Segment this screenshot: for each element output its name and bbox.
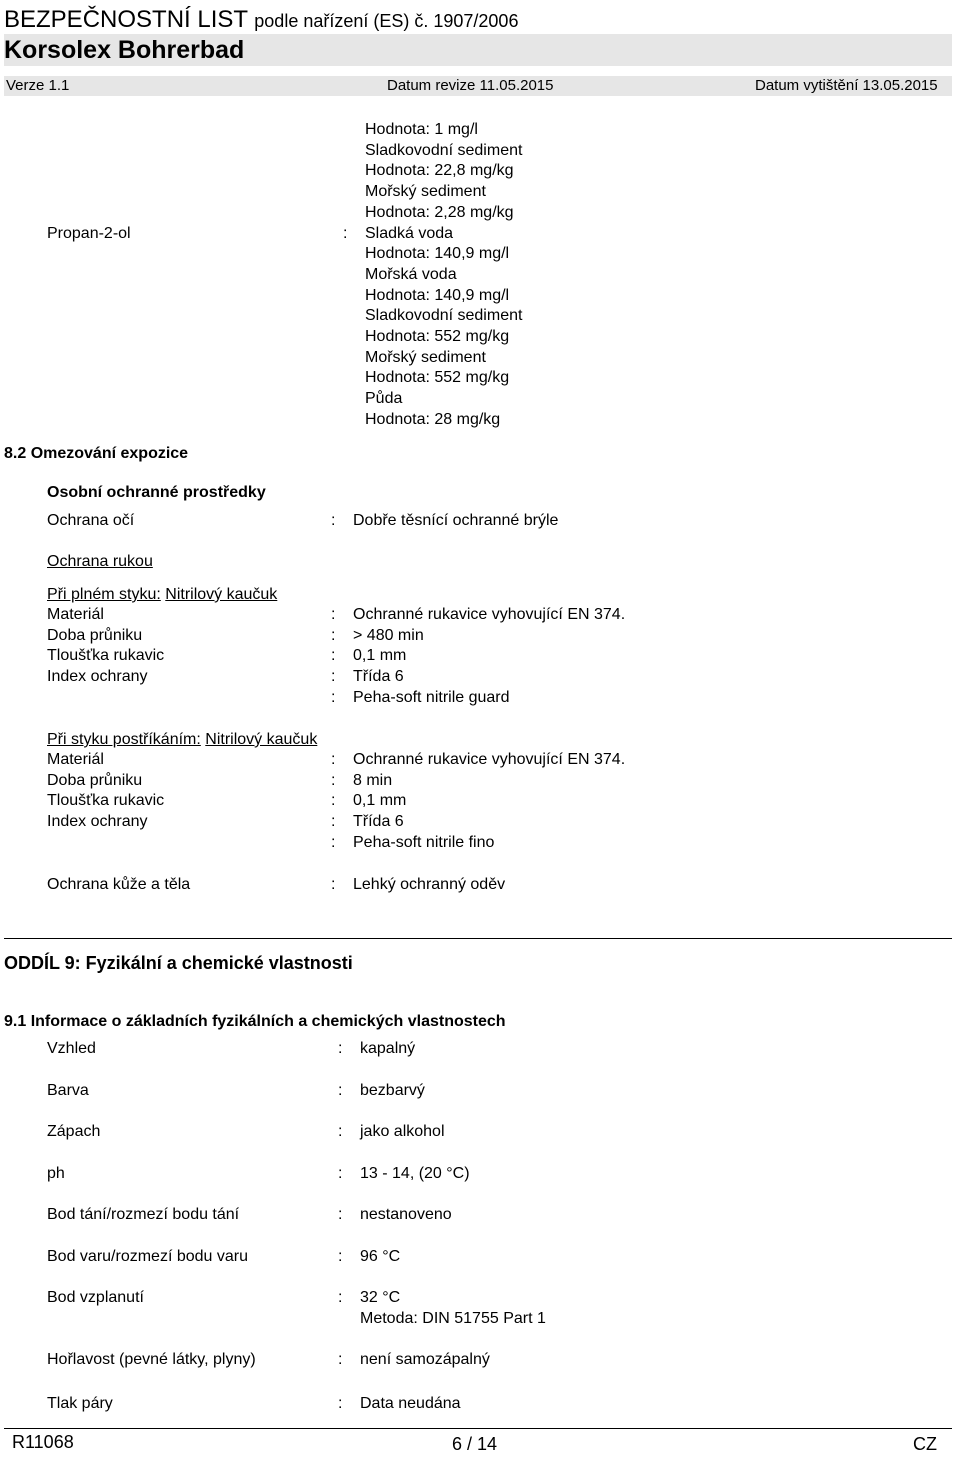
country-code: CZ	[913, 1434, 937, 1454]
value-line: Hodnota: 28 mg/kg	[365, 410, 501, 428]
value-line: Sladkovodní sediment	[365, 141, 523, 159]
row-value: 8 min	[353, 771, 393, 789]
row-colon: :	[331, 626, 336, 644]
row-colon: :	[331, 688, 336, 706]
property-label: Zápach	[47, 1123, 101, 1140]
property-label: Bod tání/rozmezí bodu tání	[47, 1206, 240, 1223]
version-label: Verze 1.1	[6, 77, 70, 94]
row-value: Ochranné rukavice vyhovující EN 374.	[353, 751, 626, 768]
splash-contact-colons	[331, 750, 335, 854]
property-label: Barva	[47, 1082, 89, 1099]
property-value: nestanoveno	[360, 1206, 452, 1223]
property-label: ph	[47, 1165, 65, 1182]
splash-contact-values	[353, 750, 625, 854]
property-colon: :	[338, 1123, 343, 1140]
property-value: 13 - 14, (20 °C)	[360, 1165, 470, 1182]
full-contact-material: Nitrilový kaučuk	[165, 586, 278, 603]
property-label: Tlak páry	[47, 1395, 113, 1412]
row-label: Materiál	[47, 751, 104, 768]
property-value: kapalný	[360, 1040, 416, 1057]
row-value: Třída 6	[353, 668, 404, 686]
section-divider	[4, 938, 952, 939]
property-value: Data neudána	[360, 1395, 461, 1412]
row-colon: :	[331, 647, 336, 665]
property-method: Metoda: DIN 51755 Part 1	[360, 1310, 546, 1327]
value-line: Sladká voda	[365, 224, 454, 242]
property-value: jako alkohol	[360, 1123, 445, 1140]
value-line: Půda	[365, 390, 403, 408]
row-colon: :	[331, 813, 336, 831]
property-colon: :	[338, 1040, 343, 1057]
row-label: Tloušťka rukavic	[47, 647, 165, 665]
row-colon: :	[331, 668, 336, 686]
property-label: Bod vzplanutí	[47, 1289, 144, 1306]
substance-label: Propan-2-ol	[47, 225, 131, 242]
value-line: Hodnota: 140,9 mg/l	[365, 286, 510, 304]
value-line: Hodnota: 2,28 mg/kg	[365, 203, 514, 221]
splash-contact-labels	[47, 750, 164, 833]
document-id: R11068	[12, 1432, 74, 1452]
row-label: Doba průniku	[47, 771, 143, 789]
property-colon: :	[338, 1289, 343, 1306]
row-value: 0,1 mm	[353, 792, 407, 810]
full-contact-values	[353, 605, 625, 709]
document-title	[4, 6, 518, 34]
row-label: Doba průniku	[47, 626, 143, 644]
product-name: Korsolex Bohrerbad	[4, 36, 245, 64]
substance-colon: :	[343, 225, 348, 242]
property-value: 32 °C	[360, 1289, 401, 1306]
value-line: Hodnota: 22,8 mg/kg	[365, 162, 514, 180]
skin-protection-value: Lehký ochranný oděv	[353, 876, 506, 893]
hand-protection-heading: Ochrana rukou	[47, 553, 153, 570]
regulation-text: podle nařízení (ES) č. 1907/2006	[254, 11, 519, 31]
page-number: 6 / 14	[452, 1434, 498, 1454]
row-value: Peha-soft nitrile guard	[353, 688, 510, 706]
row-value: Třída 6	[353, 813, 404, 831]
ppe-heading: Osobní ochranné prostředky	[47, 484, 266, 501]
full-contact-colons	[331, 605, 335, 709]
eye-protection-colon: :	[331, 512, 336, 529]
full-contact-heading	[47, 585, 277, 606]
full-contact-labels	[47, 605, 164, 688]
value-line: Hodnota: 552 mg/kg	[365, 369, 510, 387]
property-label: Vzhled	[47, 1040, 96, 1057]
section-9-heading: ODDÍL 9: Fyzikální a chemické vlastnosti	[4, 953, 353, 973]
row-colon: :	[331, 771, 336, 789]
row-colon: :	[331, 833, 336, 851]
full-contact-prefix: Při plném styku:	[47, 586, 161, 603]
row-colon: :	[331, 751, 336, 768]
skin-protection-colon: :	[331, 876, 336, 893]
property-value: 96 °C	[360, 1248, 401, 1265]
exposure-heading: 8.2 Omezování expozice	[4, 445, 189, 462]
property-colon: :	[338, 1248, 343, 1265]
value-line: Hodnota: 140,9 mg/l	[365, 245, 510, 263]
property-colon: :	[338, 1351, 343, 1368]
value-line: Mořská voda	[365, 265, 457, 283]
document-title-text: BEZPEČNOSTNÍ LIST	[4, 6, 248, 33]
section-9-1-heading: 9.1 Informace o základních fyzikálních a chemických vlastnostech	[4, 1013, 506, 1030]
row-label: Tloušťka rukavic	[47, 792, 165, 810]
revision-date: Datum revize 11.05.2015	[387, 77, 554, 94]
eye-protection-value: Dobře těsnící ochranné brýle	[353, 512, 559, 529]
splash-contact-heading	[47, 730, 317, 751]
row-label: Index ochrany	[47, 813, 148, 831]
row-label: Materiál	[47, 606, 104, 623]
property-label: Hořlavost (pevné látky, plyny)	[47, 1351, 256, 1368]
value-line: Mořský sediment	[365, 348, 486, 366]
property-value: není samozápalný	[360, 1351, 490, 1368]
footer-divider	[4, 1428, 952, 1429]
eye-protection-label: Ochrana očí	[47, 512, 135, 529]
splash-contact-prefix: Při styku postříkáním:	[47, 731, 201, 748]
row-colon: :	[331, 606, 336, 623]
property-value: bezbarvý	[360, 1082, 425, 1099]
property-colon: :	[338, 1165, 343, 1182]
property-colon: :	[338, 1395, 343, 1412]
value-line: Sladkovodní sediment	[365, 307, 523, 325]
value-line: Hodnota: 1 mg/l	[365, 121, 478, 138]
print-date: Datum vytištění 13.05.2015	[755, 77, 938, 94]
skin-protection-label: Ochrana kůže a těla	[47, 876, 191, 893]
row-value: Peha-soft nitrile fino	[353, 833, 495, 851]
value-line: Hodnota: 552 mg/kg	[365, 328, 510, 346]
row-colon: :	[331, 792, 336, 810]
splash-contact-material: Nitrilový kaučuk	[205, 731, 318, 748]
substance-values	[365, 120, 522, 431]
row-value: 0,1 mm	[353, 647, 407, 665]
row-value: Ochranné rukavice vyhovující EN 374.	[353, 606, 626, 623]
property-colon: :	[338, 1206, 343, 1223]
row-value: > 480 min	[353, 626, 424, 644]
property-colon: :	[338, 1082, 343, 1099]
row-label: Index ochrany	[47, 668, 148, 686]
property-label: Bod varu/rozmezí bodu varu	[47, 1248, 248, 1265]
value-line: Mořský sediment	[365, 183, 486, 201]
